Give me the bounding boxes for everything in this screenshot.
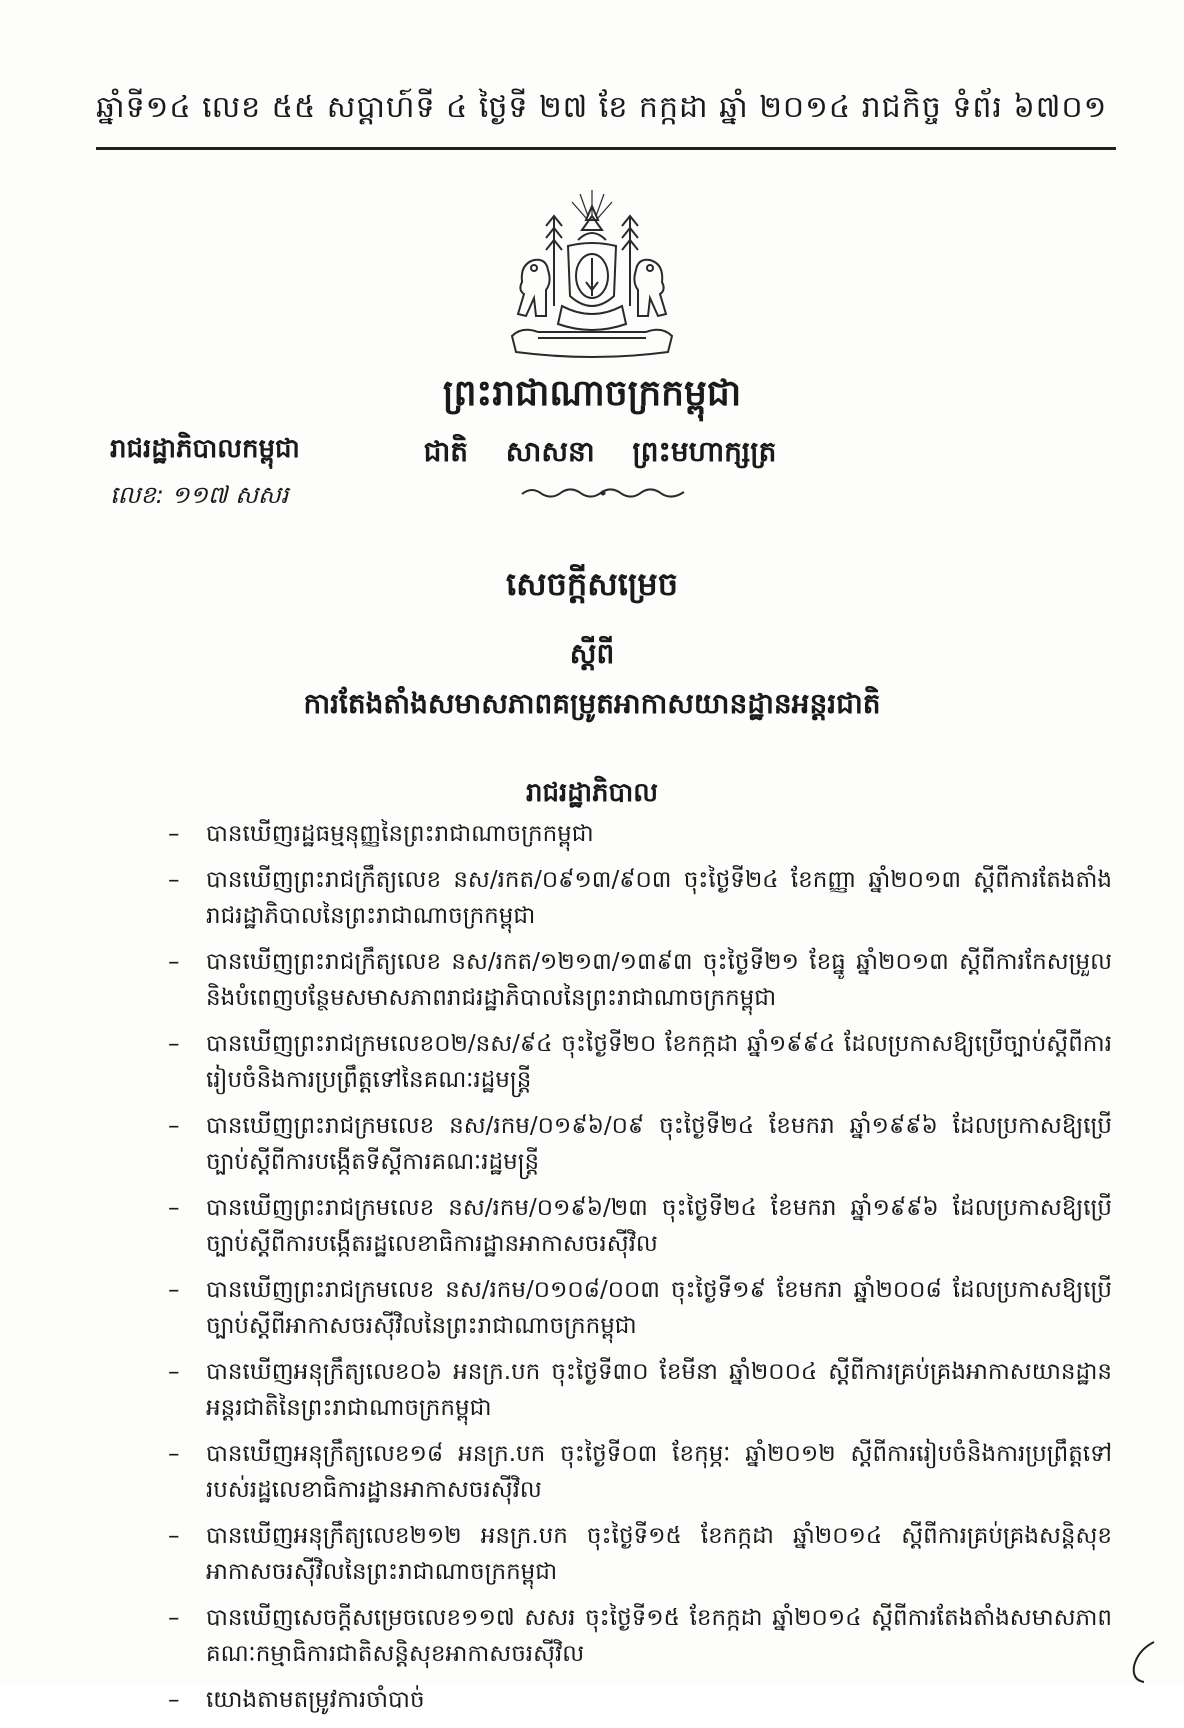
bullet-dash: –: [168, 1523, 180, 1549]
recital-text: បានឃើញព្រះរាជក្រឹត្យលេខ នស/រកត/១២១៣/១៣៩៣ ចុះថ្ងៃទី២១ ខែធ្នូ ឆ្នាំ២០១៣ ស្ដីពីការកែសម្រួលនិងបំពេញបន្ថែមសមាសភាពរាជរដ្ឋាភិបាលនៃព្រះរាជាណាចក្រកម្ពុជា: [206, 949, 1112, 1011]
recital-item: [168, 862, 1112, 934]
recital-text: បានឃើញព្រះរាជក្រមលេខ០២/នស/៩៤ ចុះថ្ងៃទី២០ ខែកក្កដា ឆ្នាំ១៩៩៤ ដែលប្រកាសឱ្យប្រើច្បាប់ស្ដីពីការរៀបចំនិងការប្រព្រឹត្តទៅនៃគណៈរដ្ឋមន្ត្រី: [206, 1031, 1112, 1093]
bullet-dash: –: [168, 1031, 180, 1057]
bullet-dash: –: [168, 867, 180, 893]
bullet-dash: –: [168, 1113, 180, 1139]
bullet-dash: –: [168, 1195, 180, 1221]
ornament-divider-icon: [518, 484, 688, 500]
document-subject: ការតែងតាំងសមាសភាពគម្រូតអាកាសយានដ្ឋានអន្តរជាតិ: [303, 687, 881, 720]
recital-text: បានឃើញអនុក្រឹត្យលេខ១៨ អនក្រ.បក ចុះថ្ងៃទី០៣ ខែកុម្ភៈ ឆ្នាំ២០១២ ស្ដីពីការរៀបចំនិងការប្រព្រឹត្តទៅរបស់រដ្ឋលេខាធិការដ្ឋានអាកាសចរស៊ីវិល: [206, 1441, 1112, 1503]
bullet-dash: –: [168, 821, 180, 847]
recital-text: បានឃើញរដ្ឋធម្មនុញ្ញនៃព្រះរាជាណាចក្រកម្ពុជា: [206, 821, 594, 847]
recital-text: បានឃើញអនុក្រឹត្យលេខ០៦ អនក្រ.បក ចុះថ្ងៃទី៣០ ខែមីនា ឆ្នាំ២០០៤ ស្ដីពីការគ្រប់គ្រងអាកាសយានដ្ឋានអន្តរជាតិនៃព្រះរាជាណាចក្រកម្ពុជា: [206, 1359, 1112, 1421]
recital-text: បានឃើញព្រះរាជក្រមលេខ នស/រកម/០១០៨/០០៣ ចុះថ្ងៃទី១៩ ខែមករា ឆ្នាំ២០០៨ ដែលប្រកាសឱ្យប្រើច្បាប់ស្ដីពីអាកាសចរស៊ីវិលនៃព្រះរាជាណាចក្រកម្ពុជា: [206, 1277, 1112, 1339]
issuing-authority: រាជរដ្ឋាភិបាល: [525, 778, 659, 808]
issuer-name: រាជរដ្ឋាភិបាលកម្ពុជា: [110, 434, 300, 464]
recital-text: យោងតាមតម្រូវការចាំបាច់: [206, 1687, 425, 1713]
bullet-dash: –: [168, 1687, 180, 1713]
recital-item: [168, 1600, 1112, 1672]
signature-stroke-icon: [1104, 1640, 1160, 1684]
bullet-dash: –: [168, 949, 180, 975]
bullet-dash: –: [168, 1277, 180, 1303]
recital-text: បានឃើញព្រះរាជក្រឹត្យលេខ នស/រកត/០៩១៣/៩០៣ ចុះថ្ងៃទី២៤ ខែកញ្ញា ឆ្នាំ២០១៣ ស្ដីពីការតែងតាំងរាជរដ្ឋាភិបាលនៃព្រះរាជាណាចក្រកម្ពុជា: [206, 867, 1112, 929]
recital-text: បានឃើញសេចក្ដីសម្រេចលេខ១១៧ សសរ ចុះថ្ងៃទី១៥ ខែកក្កដា ឆ្នាំ២០១៤ ស្ដីពីការតែងតាំងសមាសភាពគណៈកម្មាធិការជាតិសន្តិសុខអាកាសចរស៊ីវិល: [206, 1605, 1112, 1667]
recital-item: [168, 816, 1112, 852]
recital-item: [168, 1272, 1112, 1344]
reference-number: លេខ: ១១៧ សសរ: [110, 481, 289, 509]
document-type: សេចក្ដីសម្រេច: [505, 565, 679, 603]
recital-item: [168, 1682, 1112, 1718]
recitals-list: [168, 816, 1112, 1728]
recital-item: [168, 1108, 1112, 1180]
recital-text: បានឃើញព្រះរាជក្រមលេខ នស/រកម/០១៩៦/០៩ ចុះថ្ងៃទី២៤ ខែមករា ឆ្នាំ១៩៩៦ ដែលប្រកាសឱ្យប្រើច្បាប់ស្ដីពីការបង្កើតទីស្ដីការគណៈរដ្ឋមន្ត្រី: [206, 1113, 1112, 1175]
royal-coat-of-arms-icon: [502, 186, 682, 366]
bullet-dash: –: [168, 1441, 180, 1467]
kingdom-title: ព្រះរាជាណាចក្រកម្ពុជា: [442, 372, 742, 414]
national-motto: ជាតិ សាសនា ព្រះមហាក្សត្រ: [423, 435, 777, 468]
header-divider: [96, 147, 1116, 150]
document-about: ស្ដីពី: [569, 637, 615, 670]
gazette-header: ឆ្នាំទី១៤ លេខ ៥៥ សប្ដាហ៍ទី ៤ ថ្ងៃទី ២៧ ខែ កក្កដា ឆ្នាំ ២០១៤ រាជកិច្ច ទំព័រ ៦៧០១: [96, 90, 1108, 125]
recital-item: [168, 1354, 1112, 1426]
recital-item: [168, 1436, 1112, 1508]
recital-text: បានឃើញព្រះរាជក្រមលេខ នស/រកម/០១៩៦/២៣ ចុះថ្ងៃទី២៤ ខែមករា ឆ្នាំ១៩៩៦ ដែលប្រកាសឱ្យប្រើច្បាប់ស្ដីពីការបង្កើតរដ្ឋលេខាធិការដ្ឋានអាកាសចរស៊ីវិល: [206, 1195, 1112, 1257]
bullet-dash: –: [168, 1605, 180, 1631]
recital-item: [168, 944, 1112, 1016]
bullet-dash: –: [168, 1359, 180, 1385]
recital-item: [168, 1190, 1112, 1262]
recital-item: [168, 1026, 1112, 1098]
recital-item: [168, 1518, 1112, 1590]
recital-text: បានឃើញអនុក្រឹត្យលេខ២១២ អនក្រ.បក ចុះថ្ងៃទី១៥ ខែកក្កដា ឆ្នាំ២០១៤ ស្ដីពីការគ្រប់គ្រងសន្តិសុខអាកាសចរស៊ីវិលនៃព្រះរាជាណាចក្រកម្ពុជា: [206, 1523, 1112, 1585]
